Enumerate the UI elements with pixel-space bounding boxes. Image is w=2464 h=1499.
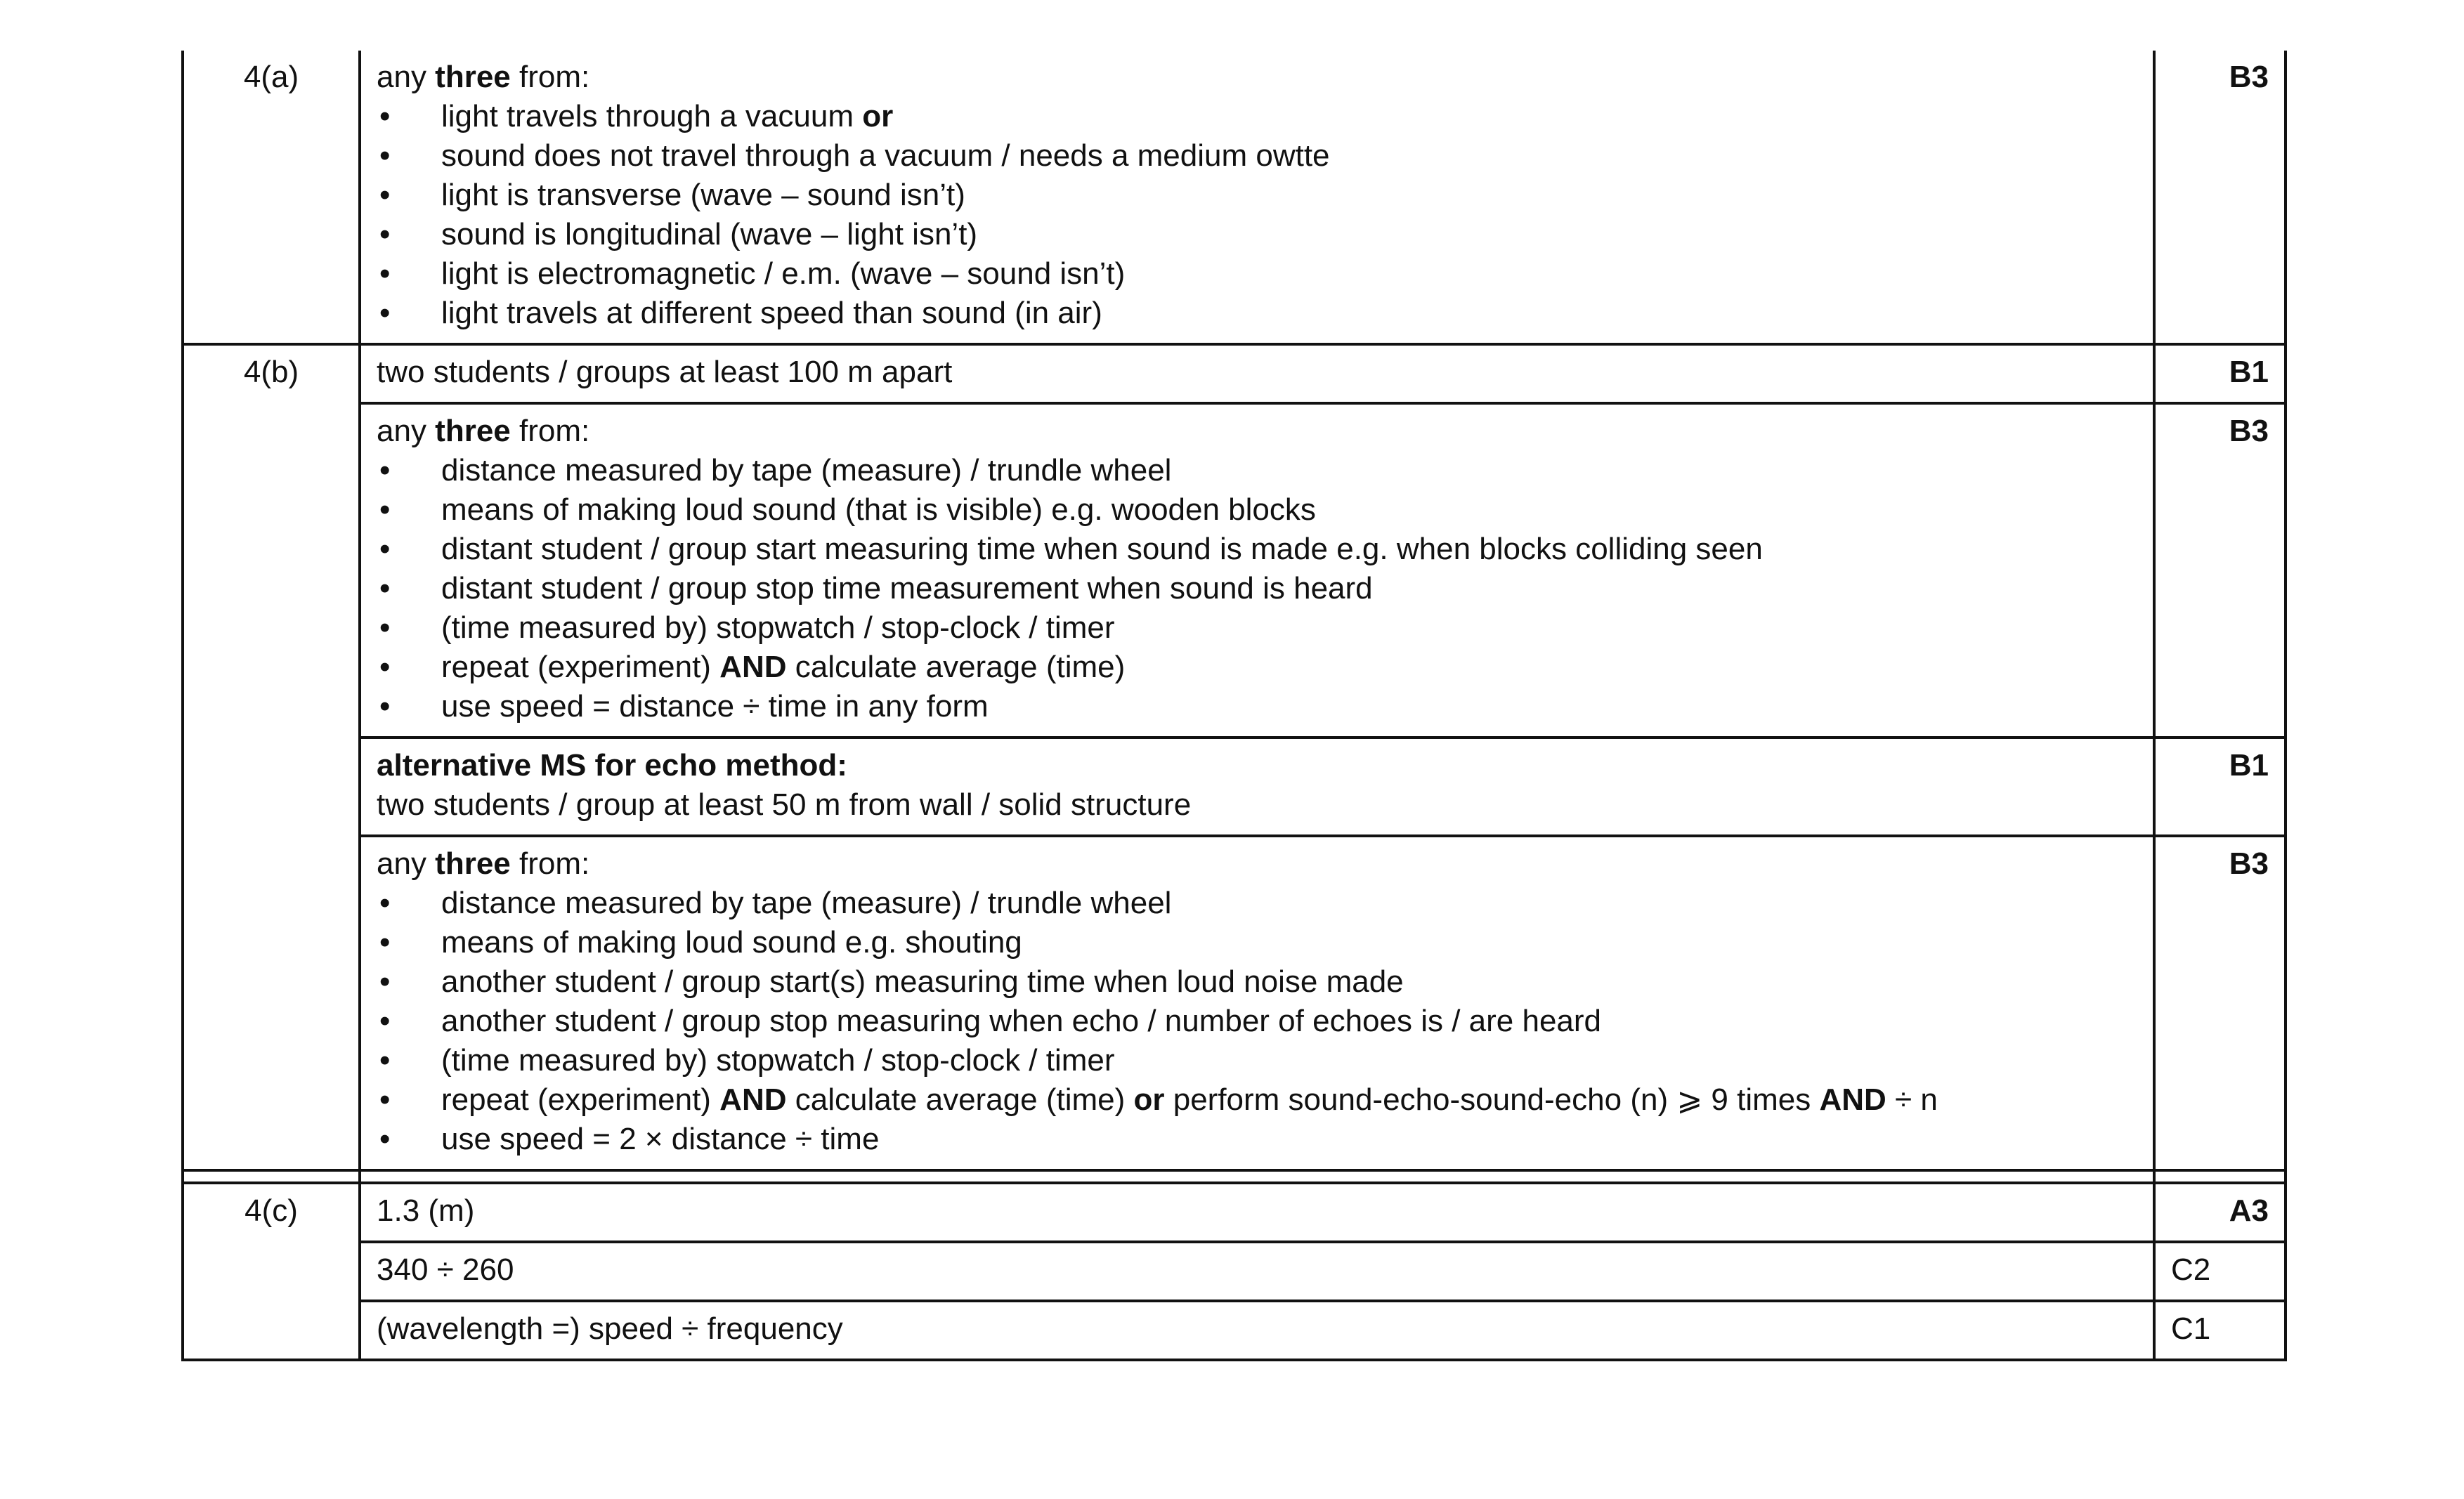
list-item: • use speed = 2 × distance ÷ time	[377, 1120, 2137, 1159]
list-item: • light travels at different speed than sound (in air)	[377, 294, 2137, 333]
mark-cell: B3	[2154, 836, 2286, 1170]
alt-heading: alternative MS for echo method:	[377, 748, 847, 783]
mark-cell: B3	[2154, 403, 2286, 738]
separator-row	[183, 1170, 2286, 1183]
mark-cell: C1	[2154, 1301, 2286, 1360]
list-item: • light is transverse (wave – sound isn’t)	[377, 176, 2137, 215]
answer-cell: 1.3 (m)	[360, 1183, 2154, 1242]
point-list	[377, 884, 2137, 1159]
point-list	[377, 451, 2137, 726]
intro-line: any three from:	[377, 414, 590, 448]
answer-cell	[360, 738, 2154, 836]
intro-line: any three from:	[377, 846, 590, 881]
answer-cell	[360, 403, 2154, 738]
row-4b-block1	[183, 403, 2286, 738]
list-item: • another student / group start(s) measuring time when loud noise made	[377, 962, 2137, 1002]
mark-cell: B3	[2154, 51, 2286, 344]
list-item: • use speed = distance ÷ time in any form	[377, 687, 2137, 726]
list-item: • repeat (experiment) AND calculate average (time) or perform sound-echo-sound-echo (n) ⩾ 9 times AND ÷ n	[377, 1080, 2137, 1120]
row-4b-block2	[183, 836, 2286, 1170]
row-4c-line1	[183, 1183, 2286, 1242]
intro-line: any three from:	[377, 60, 590, 94]
mark-cell: B1	[2154, 738, 2286, 836]
question-number: 4(a)	[183, 51, 360, 344]
list-item: • distant student / group start measuring time when sound is made e.g. when blocks colliding seen	[377, 530, 2137, 569]
list-item: • light travels through a vacuum or	[377, 97, 2137, 136]
list-item: • another student / group stop measuring when echo / number of echoes is / are heard	[377, 1002, 2137, 1041]
list-item: • distance measured by tape (measure) / trundle wheel	[377, 451, 2137, 490]
mark-cell: C2	[2154, 1242, 2286, 1301]
row-4a	[183, 51, 2286, 344]
list-item: • means of making loud sound (that is visible) e.g. wooden blocks	[377, 490, 2137, 530]
row-4b-line1	[183, 344, 2286, 403]
row-4b-alt	[183, 738, 2286, 836]
mark-cell: A3	[2154, 1183, 2286, 1242]
list-item: • (time measured by) stopwatch / stop-clock / timer	[377, 1041, 2137, 1080]
list-item: • sound is longitudinal (wave – light isn’t)	[377, 215, 2137, 254]
list-item: • distance measured by tape (measure) / trundle wheel	[377, 884, 2137, 923]
answer-cell: (wavelength =) speed ÷ frequency	[360, 1301, 2154, 1360]
question-number: 4(c)	[183, 1183, 360, 1360]
row-4c-line3	[183, 1301, 2286, 1360]
list-item: • means of making loud sound e.g. shouting	[377, 923, 2137, 962]
alt-text: two students / group at least 50 m from wall / solid structure	[377, 787, 1192, 822]
question-number: 4(b)	[183, 344, 360, 1170]
point-list	[377, 97, 2137, 333]
mark-scheme-table	[181, 51, 2287, 1361]
list-item: • repeat (experiment) AND calculate average (time)	[377, 648, 2137, 687]
answer-cell	[360, 836, 2154, 1170]
list-item: • distant student / group stop time measurement when sound is heard	[377, 569, 2137, 608]
mark-cell: B1	[2154, 344, 2286, 403]
row-4c-line2	[183, 1242, 2286, 1301]
answer-cell	[360, 51, 2154, 344]
list-item: • (time measured by) stopwatch / stop-clock / timer	[377, 608, 2137, 648]
answer-cell: 340 ÷ 260	[360, 1242, 2154, 1301]
answer-cell: two students / groups at least 100 m apart	[360, 344, 2154, 403]
list-item: • sound does not travel through a vacuum / needs a medium owtte	[377, 136, 2137, 176]
list-item: • light is electromagnetic / e.m. (wave – sound isn’t)	[377, 254, 2137, 294]
